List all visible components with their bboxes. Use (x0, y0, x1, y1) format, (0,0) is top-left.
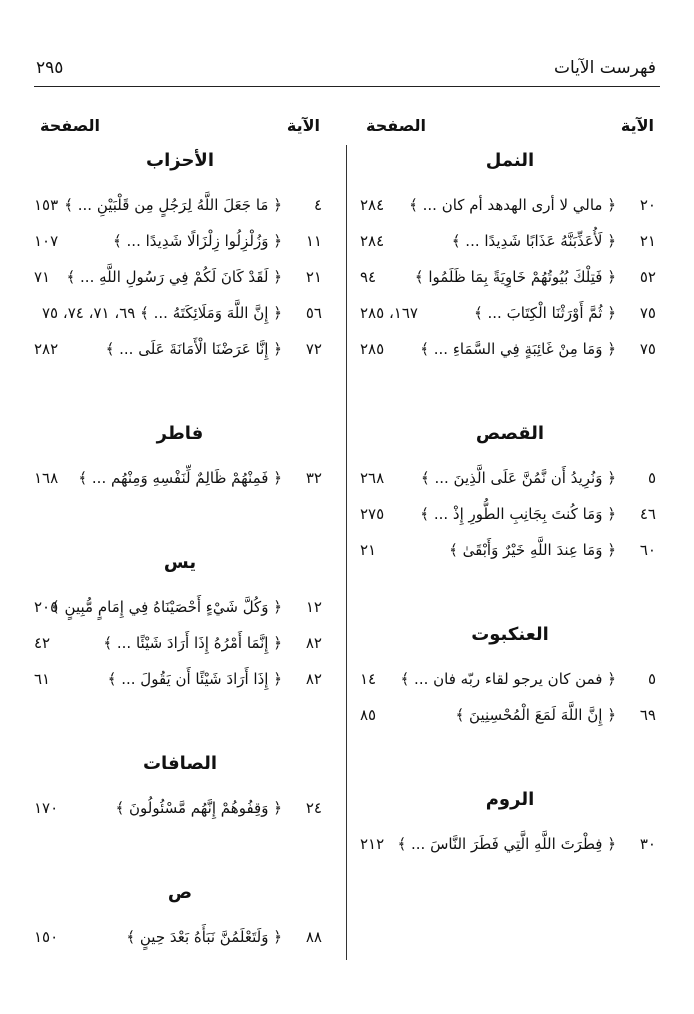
ayah-number: ٣٢ (305, 469, 322, 487)
index-entry (34, 223, 326, 259)
index-entry (34, 259, 326, 295)
ayah-number: ٤٦ (639, 505, 656, 523)
index-entry (34, 460, 326, 496)
index-entry (360, 826, 660, 862)
index-entry (34, 625, 326, 661)
ayah-text: ﴿ وَمَا مِنْ غَائِبَةٍ فِي السَّمَاءِ ... ﴾ (420, 340, 616, 358)
surah-heading-saffat: الصافات (142, 753, 218, 774)
right-column-header (360, 112, 660, 146)
top-rule (34, 86, 660, 87)
page-reference: ٩٤ (360, 268, 377, 286)
ayah-text: ﴿ وَنُرِيدُ أَن نَّمُنَّ عَلَى الَّذِينَ ... ﴾ (420, 469, 616, 487)
ayah-text: ﴿ إِنَّ اللَّهَ لَمَعَ الْمُحْسِنِينَ ﴾ (455, 706, 616, 724)
left-column-header (34, 112, 326, 146)
ayah-number: ٤ (313, 196, 322, 214)
ayah-text: ﴿ لَقَدْ كَانَ لَكُمْ فِي رَسُولِ اللَّهِ ... ﴾ (66, 268, 282, 286)
ayah-text: ﴿ ثُمَّ أَوْرَثْنَا الْكِتَابَ ... ﴾ (473, 304, 616, 322)
ayah-number: ٧٥ (639, 304, 656, 322)
ayah-text: ﴿ وَمَا كُنتَ بِجَانِبِ الطُّورِ إِذْ ... ﴾ (420, 505, 616, 523)
page-reference: ٢٨٤ (360, 196, 385, 214)
page-reference: ٦١ (34, 670, 51, 688)
page-reference: ٢١٢ (360, 835, 385, 853)
ayah-number: ٥٢ (639, 268, 656, 286)
index-entry (34, 919, 326, 955)
page-column-heading: الصفحة (40, 116, 101, 135)
ayah-column-heading: الآية (620, 116, 654, 135)
index-entry (360, 295, 660, 331)
ayah-number: ٥ (647, 469, 656, 487)
index-entry (360, 496, 660, 532)
ayah-text: ﴿ وَمَا عِندَ اللَّهِ خَيْرٌ وَأَبْقَىٰ ﴾ (449, 541, 616, 559)
page-reference: ١٦٧، ٢٨٥ (360, 304, 418, 322)
ayah-text: ﴿ إِنَّا عَرَضْنَا الْأَمَانَةَ عَلَى ... ﴾ (105, 340, 282, 358)
index-entry (34, 331, 326, 367)
ayah-text: ﴿ وَزُلْزِلُوا زِلْزَالًا شَدِيدًا ... ﴾ (112, 232, 282, 250)
index-entry (360, 331, 660, 367)
ayah-number: ٦٩ (639, 706, 656, 724)
ayah-number: ٥٦ (305, 304, 322, 322)
surah-heading-fatir: فاطر (156, 423, 204, 444)
page-reference: ١٧٠ (34, 799, 59, 817)
page-reference: ٢٧٥ (360, 505, 385, 523)
page-reference: ١٤ (360, 670, 377, 688)
ayah-number: ٢٠ (639, 196, 656, 214)
ayah-number: ٦٠ (639, 541, 656, 559)
index-entry (34, 295, 326, 331)
ayah-text: ﴿ إِنَّمَا أَمْرُهُ إِذَا أَرَادَ شَيْئًا ... ﴾ (103, 634, 282, 652)
surah-heading-rum: الروم (485, 789, 535, 810)
index-entry (360, 697, 660, 733)
page-reference: ٧١ (34, 268, 51, 286)
ayah-number: ٢٤ (305, 799, 322, 817)
index-entry (360, 259, 660, 295)
ayah-number: ٨٢ (305, 634, 322, 652)
ayah-text: ﴿ وَلَتَعْلَمُنَّ نَبَأَهُ بَعْدَ حِينٍ ﴾ (126, 928, 282, 946)
ayah-number: ٢١ (305, 268, 322, 286)
page-reference: ٢١ (360, 541, 377, 559)
ayah-text: ﴿ فَمِنْهُمْ ظَالِمٌ لِّنَفْسِهِ وَمِنْهُم ... ﴾ (78, 469, 282, 487)
index-entry (360, 223, 660, 259)
page-reference: ٢٨٢ (34, 340, 59, 358)
page-reference: ١٥٣ (34, 196, 59, 214)
page-reference: ٢٠٥ (34, 598, 59, 616)
ayah-number: ٣٠ (639, 835, 656, 853)
ayah-text: ﴿ مَا جَعَلَ اللَّهُ لِرَجُلٍ مِن قَلْبَيْنِ ... ﴾ (64, 196, 282, 214)
surah-heading-ahzab: الأحزاب (145, 150, 214, 171)
index-entry (360, 532, 660, 568)
ayah-number: ٧٢ (305, 340, 322, 358)
index-entry (360, 661, 660, 697)
index-entry (360, 460, 660, 496)
page-reference: ٤٢ (34, 634, 51, 652)
ayah-number: ٨٨ (305, 928, 322, 946)
index-entry (34, 589, 326, 625)
ayah-column-heading: الآية (286, 116, 320, 135)
index-entry (34, 187, 326, 223)
page-reference: ٢٨٥ (360, 340, 385, 358)
running-title: فهرست الآيات (553, 58, 656, 78)
surah-heading-ankabut: العنكبوت (471, 624, 549, 645)
right-column (360, 112, 660, 862)
page-number: ٢٩٥ (36, 58, 64, 78)
index-entry (34, 661, 326, 697)
ayah-number: ١٢ (305, 598, 322, 616)
left-column (34, 112, 326, 955)
ayah-text: ﴿ فِطْرَتَ اللَّهِ الَّتِي فَطَرَ النَّاسَ ... ﴾ (397, 835, 616, 853)
index-entry (360, 187, 660, 223)
page-column-heading: الصفحة (366, 116, 427, 135)
ayah-text: ﴿ فَتِلْكَ بُيُوتُهُمْ خَاوِيَةً بِمَا ظَلَمُوا ﴾ (414, 268, 616, 286)
surah-heading-qasas: القصص (475, 423, 545, 444)
page-reference: ٢٨٤ (360, 232, 385, 250)
page-reference: ٢٦٨ (360, 469, 385, 487)
ayah-text: ﴿ إِذَا أَرَادَ شَيْئًا أَن يَقُولَ ... ﴾ (107, 670, 282, 688)
page-reference: ١٠٧ (34, 232, 59, 250)
ayah-text: ﴿ لَأُعَذِّبَنَّهُ عَذَابًا شَدِيدًا ... ﴾ (451, 232, 616, 250)
ayah-text: ﴿ وَكُلَّ شَيْءٍ أَحْصَيْنَاهُ فِي إِمَامٍ مُّبِينٍ ﴾ (51, 598, 282, 616)
ayah-number: ٥ (647, 670, 656, 688)
ayah-number: ٢١ (639, 232, 656, 250)
page-reference: ١٦٨ (34, 469, 59, 487)
ayah-text: ﴿ إِنَّ اللَّهَ وَمَلَائِكَتَهُ ... ﴾ ٦٩، ٧١، ٧٤، ٧٥ (41, 304, 282, 322)
surah-heading-naml: النمل (485, 150, 535, 171)
index-entry (34, 790, 326, 826)
column-divider (346, 145, 347, 960)
ayah-number: ١١ (305, 232, 322, 250)
ayah-text: ﴿ فمن كان يرجو لقاء ربّه فان ... ﴾ (400, 670, 616, 688)
page-reference: ١٥٠ (34, 928, 59, 946)
ayah-text: ﴿ وَقِفُوهُمْ إِنَّهُم مَّسْئُولُونَ ﴾ (115, 799, 282, 817)
page-reference: ٨٥ (360, 706, 377, 724)
ayah-number: ٨٢ (305, 670, 322, 688)
ayah-text: ﴿ مالي لا أرى الهدهد أم كان ... ﴾ (409, 196, 616, 214)
surah-heading-sad: ص (167, 882, 193, 903)
surah-heading-yasin: يس (163, 552, 197, 573)
ayah-number: ٧٥ (639, 340, 656, 358)
